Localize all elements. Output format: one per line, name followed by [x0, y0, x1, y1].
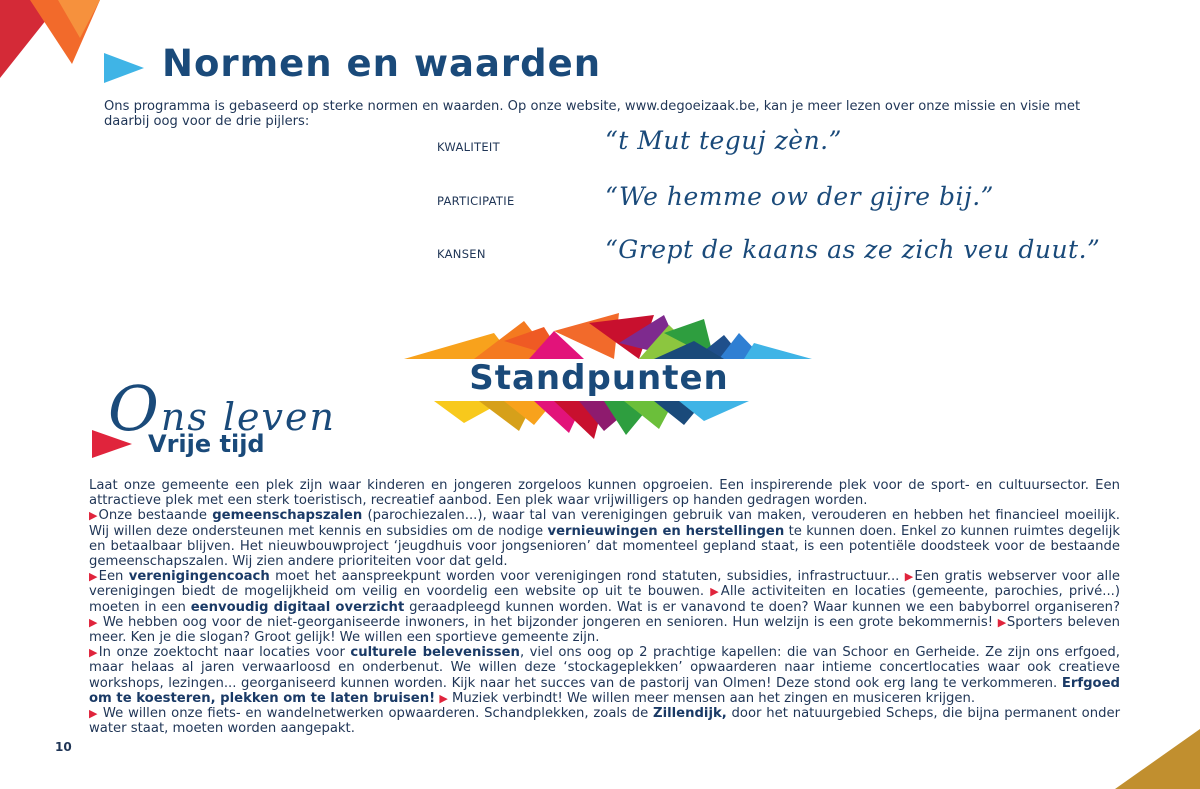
red-arrow-icon: ▶ [89, 570, 99, 584]
red-arrow-icon: ▶ [904, 570, 915, 584]
blue-triangle-icon [104, 53, 144, 83]
bold-text: vernieuwingen en herstellingen [547, 523, 785, 539]
text: Een [98, 569, 129, 585]
pillars [437, 120, 1101, 280]
text: Sporters beleven meer. Ken je die slogan? Groot gelijk! We willen een sportieve gemeente zijn. [89, 614, 1120, 646]
text: Alle activiteiten en locaties (gemeente, parochies, privé...) moeten in een [89, 584, 1120, 615]
script-title-initial: O [108, 372, 161, 445]
red-arrow-icon: ▶ [89, 509, 99, 523]
red-arrow-icon: ▶ [710, 585, 721, 599]
bold-text: Zillendijk, [653, 706, 727, 722]
paragraph-cultuur [89, 645, 1120, 706]
red-triangle-icon [92, 430, 132, 458]
text: Onze bestaande [98, 508, 213, 524]
pillar-label-participatie: PARTICIPATIE [437, 194, 515, 208]
bold-text: verenigingencoach [128, 569, 270, 585]
text: In onze zoektocht naar locaties voor [98, 645, 351, 661]
bold-text: culturele belevenissen [350, 645, 520, 661]
section-title: Vrije tijd [148, 430, 265, 458]
paragraph-gemeenschapszalen [89, 508, 1120, 569]
section-heading-row [92, 430, 265, 458]
pillar-label-kwaliteit: KWALITEIT [437, 140, 500, 154]
script-title-rest: ns leven [160, 395, 336, 439]
text: geraadpleegd kunnen worden. Wat is er vanavond te doen? Waar kunnen we een babyborrel organiseren? [404, 599, 1120, 615]
text: Muziek verbindt! We willen meer mensen aan het zingen en musiceren krijgen. [452, 690, 976, 706]
text: Een gratis webserver voor alle verenigingen biedt de mogelijkheid om veilig en voordelig een website op uit te bouwen. [89, 569, 1120, 600]
bold-text: Erfgoed om te koesteren, plekken om te laten bruisen! [89, 675, 1120, 706]
text: We willen onze fiets- en wandelnetwerken opwaarderen. Schandplekken, zoals de [102, 706, 654, 722]
page-number: 10 [55, 740, 72, 754]
corner-decoration-top-left [0, 0, 110, 80]
paragraph-netwerken [89, 706, 1120, 736]
text: door het natuurgebied Scheps, die bijna permanent onder water staat, moeten worden aangepakt. [89, 706, 1121, 737]
paragraph-verenigingen [89, 569, 1120, 645]
text: (parochiezalen...), waar tal van verenigingen gebruik van maken, verouderen en hebben het financieel moeilijk. Wij willen deze ondersteunen met kennis en subsidies om de nodige [89, 508, 1120, 539]
body-text [89, 478, 1120, 736]
red-arrow-icon: ▶ [997, 615, 1007, 629]
bold-text: eenvoudig digitaal overzicht [190, 599, 405, 615]
page-title: Normen en waarden [162, 42, 602, 85]
pillar-label-kansen: KANSEN [437, 247, 486, 261]
pillar-quote-participatie: “We hemme ow der gijre bij.” [605, 182, 994, 211]
text: We hebben oog voor de niet-georganiseerde inwoners, in het bijzonder jongeren en senioren. Hun welzijn is een grote bekommernis! [102, 614, 994, 630]
paragraph-intro: Laat onze gemeente een plek zijn waar kinderen en jongeren zorgeloos kunnen opgroeien. Een inspirerende plek voor de sport- en cultuursector. Een attractieve plek met een sterk toeristisch, recreatief aanbod. Een plek waar vrijwilligers op handen gedragen worden. [89, 478, 1120, 509]
red-arrow-icon: ▶ [89, 615, 99, 629]
text: moet het aanspreekpunt worden voor verenigingen rond statuten, subsidies, infrastructuur... [269, 569, 900, 585]
text: te kunnen doen. Enkel zo kunnen ruimtes degelijk en betaalbaar blijven. Het nieuwbouwproject ‘jeugdhuis voor jongsenioren’ dat momenteel gepland staat, is een potentiële doodsteek voor de bestaande gemeenschapszalen. Wij zien andere prioriteiten voor dat geld. [89, 523, 1120, 570]
title-row [104, 42, 601, 85]
intro-paragraph: Ons programma is gebaseerd op sterke normen en waarden. Op onze website, www.degoeizaak.be, kan je meer lezen over onze missie en visie met daarbij oog voor de drie pijlers: [104, 99, 1081, 129]
corner-decoration-bottom-right [1105, 729, 1200, 789]
red-arrow-icon: ▶ [89, 646, 99, 660]
red-arrow-icon: ▶ [439, 691, 448, 705]
pillar-quote-kansen: “Grept de kaans as ze zich veu duut.” [605, 235, 1101, 264]
text: , viel ons oog op 2 prachtige kapellen: die van Schoor en Gerheide. Ze zijn ons erfgoed, maar helaas al jaren verwaarloosd en onderbenut. We willen deze ‘stockageplekken’ opwaarderen naar intieme concertlocaties waar ook creatieve workshops, lezingen... georganiseerd kunnen worden. Kijk naar het succes van de pastorij van Olmen! Deze stond ook erg lang te verkommeren. [89, 645, 1120, 691]
red-arrow-icon: ▶ [89, 707, 99, 721]
pillar-quote-kwaliteit: “t Mut teguj zèn.” [605, 126, 842, 155]
bold-text: gemeenschapszalen [212, 508, 363, 524]
banner-title: Standpunten [469, 358, 729, 398]
